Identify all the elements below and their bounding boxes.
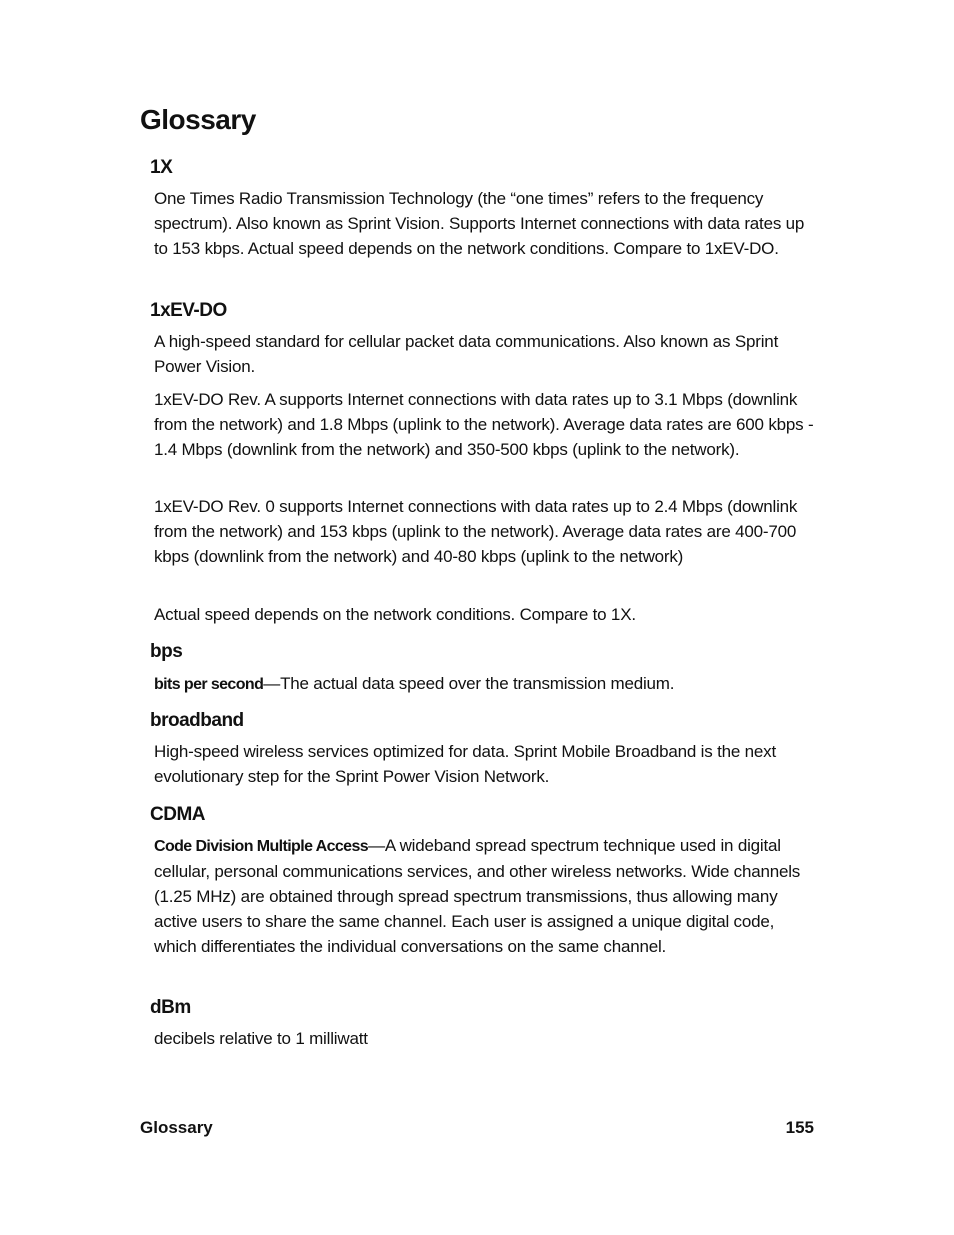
definition-bps: [154, 671, 818, 697]
footer-section-label: Glossary: [140, 1118, 213, 1137]
definition-1xev-do-4: Actual speed depends on the network conditions. Compare to 1X.: [154, 605, 636, 624]
definition-broadband: High-speed wireless services optimized for data. Sprint Mobile Broadband is the next evolutionary step for the Sprint Power Vision Network.: [154, 742, 776, 786]
cdma-expansion: Code Division Multiple Access: [154, 838, 369, 855]
definition-cdma: [154, 833, 818, 959]
term-1xev-do: 1xEV-DO: [150, 300, 227, 321]
page-number: 155: [785, 1118, 814, 1137]
term-cdma: CDMA: [150, 804, 205, 825]
page-title: Glossary: [140, 104, 256, 135]
bps-definition-text: —The actual data speed over the transmission medium.: [263, 674, 675, 693]
bps-expansion: bits per second: [154, 676, 264, 693]
definition-1xev-do-2: 1xEV-DO Rev. A supports Internet connections with data rates up to 3.1 Mbps (downlink from the network) and 1.8 Mbps (uplink to the network). Average data rates are 600 kbps - 1.4 Mbps (downlink from the network) and 350-500 kbps (uplink to the network).: [154, 390, 814, 459]
definition-dbm: decibels relative to 1 milliwatt: [154, 1029, 368, 1048]
cdma-definition-text: —A wideband spread spectrum technique used in digital cellular, personal communications services, and other wireless networks. Wide channels (1.25 MHz) are obtained through spread spectrum transmissions, thus allowing many active users to share the same channel. Each user is assigned a unique digital code, which differentiates the individual conversations on the same channel.: [154, 836, 801, 956]
definition-1x: One Times Radio Transmission Technology (the “one times” refers to the frequency spectrum). Also known as Sprint Vision. Supports Internet connections with data rates up to 153 kbps. Actual speed depends on the network conditions. Compare to 1xEV-DO.: [154, 189, 805, 258]
definition-1xev-do-3: 1xEV-DO Rev. 0 supports Internet connections with data rates up to 2.4 Mbps (downlink from the network) and 153 kbps (uplink to the network). Average data rates are 400-700 kbps (downlink from the network) and 40-80 kbps (uplink to the network): [154, 497, 798, 566]
term-broadband: broadband: [150, 710, 244, 731]
term-1x: 1X: [150, 157, 173, 178]
definition-1xev-do-1: A high-speed standard for cellular packet data communications. Also known as Sprint Power Vision.: [154, 332, 779, 376]
term-dbm: dBm: [150, 997, 191, 1018]
term-bps: bps: [150, 641, 183, 662]
